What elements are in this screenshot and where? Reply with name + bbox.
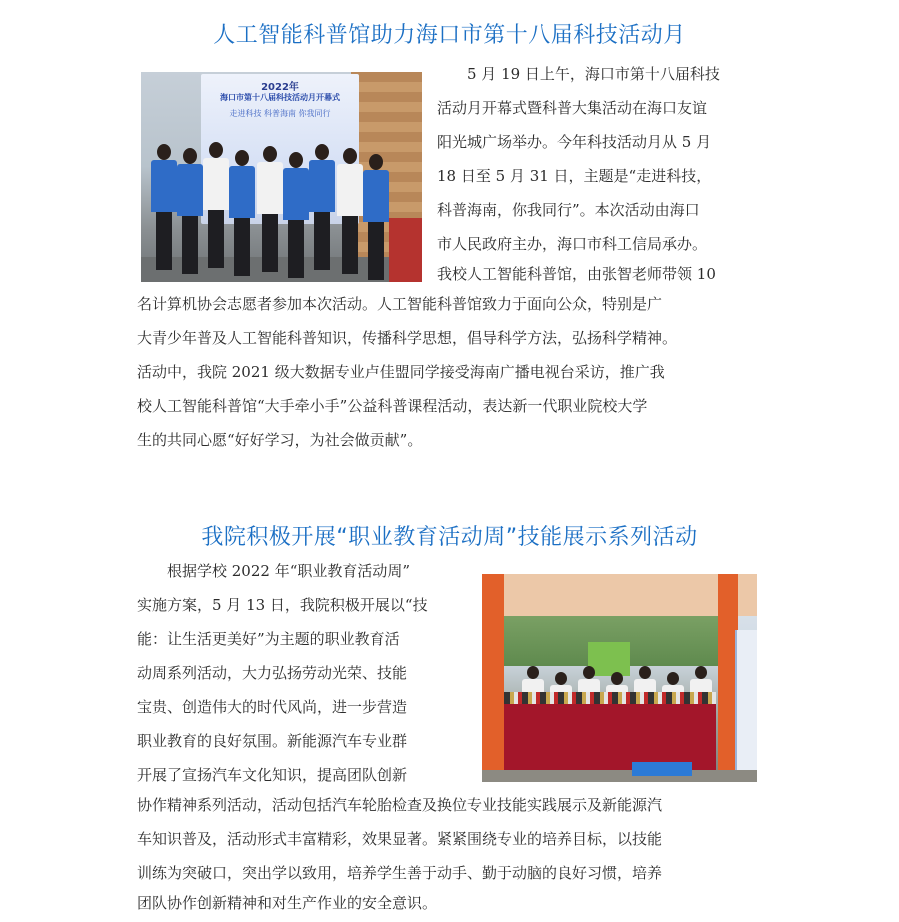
- rollup-banner: [735, 630, 757, 778]
- tool-display: [504, 692, 716, 704]
- article1-photo: [141, 72, 422, 282]
- paragraph-line: 阳光城广场举办。今年科技活动月从 5 月: [437, 133, 712, 151]
- paragraph-line: 市人民政府主办，海口市科工信局承办。: [437, 235, 708, 253]
- paragraph-line: 团队协作创新精神和对生产作业的安全意识。: [137, 894, 438, 912]
- paragraph-line: 科普海南，你我同行”。本次活动由海口: [437, 201, 700, 219]
- paragraph-line: 开展了宣扬汽车文化知识，提高团队创新: [137, 766, 408, 784]
- paragraph-line: 动周系列活动，大力弘扬劳动光荣、技能: [137, 664, 408, 682]
- paragraph-line: 训练为突破口，突出学以致用，培养学生善于动手、勤于动脑的良好习惯，培养: [137, 864, 663, 882]
- article2-photo: [482, 574, 757, 782]
- paragraph-line: 协作精神系列活动，活动包括汽车轮胎检查及换位专业技能实践展示及新能源汽: [137, 796, 663, 814]
- paragraph-line: 车知识普及，活动形式丰富精彩，效果显著。紧紧围绕专业的培养目标，以技能: [137, 830, 663, 848]
- banner-title: 海口市第十八届科技活动月开幕式: [220, 93, 340, 102]
- pillar: [482, 574, 504, 782]
- paragraph-line: 宝贵、创造伟大的时代风尚，进一步营造: [137, 698, 408, 716]
- article2-title: 我院积极开展“职业教育活动周”技能展示系列活动: [201, 525, 698, 550]
- paragraph-line: 能：让生活更美好”为主题的职业教育活: [137, 630, 400, 648]
- paragraph-line: 我校人工智能科普馆，由张智老师带领 10: [437, 265, 716, 283]
- blue-crates: [632, 762, 692, 776]
- floor: [482, 770, 757, 782]
- paragraph-line: 5 月 19 日上午，海口市第十八届科技: [467, 65, 720, 83]
- red-table: [389, 218, 422, 282]
- paragraph-line: 校人工智能科普馆“大手牵小手”公益科普课程活动，表达新一代职业院校大学: [137, 397, 648, 415]
- paragraph-line: 活动月开幕式暨科普大集活动在海口友谊: [437, 99, 708, 117]
- paragraph-line: 18 日至 5 月 31 日，主题是“走进科技，: [437, 167, 712, 185]
- canopy: [482, 574, 757, 616]
- banner-slogan: 走进科技 科普海南 你我同行: [229, 109, 331, 118]
- paragraph-line: 活动中，我院 2021 级大数据专业卢佳盟同学接受海南广播电视台采访，推广我: [137, 363, 665, 381]
- paragraph-line: 实施方案，5 月 13 日，我院积极开展以“技: [137, 596, 428, 614]
- paragraph-line: 生的共同心愿“好好学习，为社会做贡献”。: [137, 431, 423, 449]
- paragraph-line: 职业教育的良好氛围。新能源汽车专业群: [137, 732, 408, 750]
- article1-title: 人工智能科普馆助力海口市第十八届科技活动月: [213, 23, 686, 48]
- paragraph-line: 大青少年普及人工智能科普知识，传播科学思想，倡导科学方法，弘扬科学精神。: [137, 329, 678, 347]
- display-table: [504, 700, 716, 770]
- banner-year: 2022年: [261, 82, 299, 93]
- paragraph-line: 根据学校 2022 年“职业教育活动周”: [167, 562, 411, 580]
- paragraph-line: 名计算机协会志愿者参加本次活动。人工智能科普馆致力于面向公众，特别是广: [137, 295, 663, 313]
